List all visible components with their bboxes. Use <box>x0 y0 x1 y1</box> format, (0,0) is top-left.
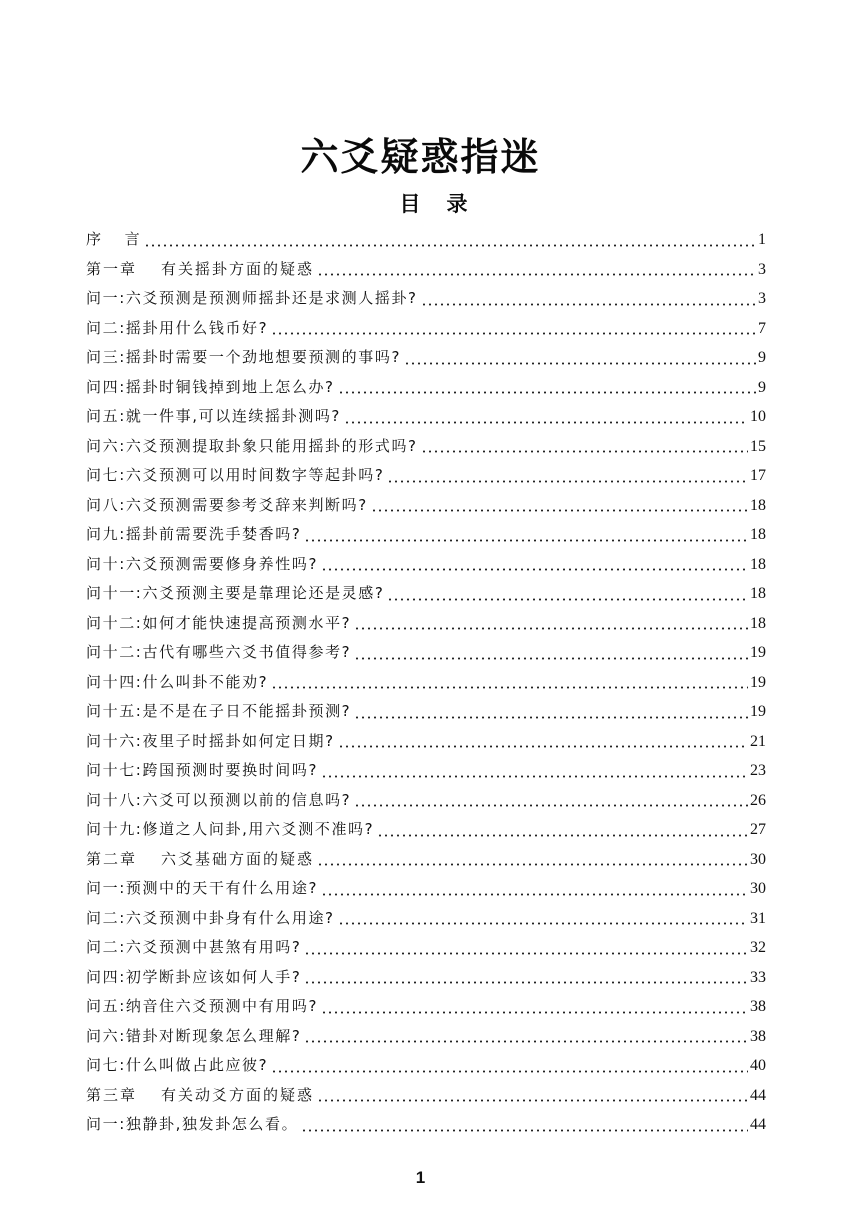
toc-entry-prefix: 问十一: <box>86 584 143 602</box>
toc-entry-title <box>86 1110 298 1140</box>
toc-entry-prefix: 问三: <box>86 348 126 366</box>
toc-entry-page-number: 27 <box>750 821 766 838</box>
toc-question-entry[interactable] <box>86 1110 766 1140</box>
toc-entry-title <box>86 963 301 993</box>
dot-leader <box>387 480 748 483</box>
toc-entry-title <box>86 786 351 816</box>
toc-entry-page-number: 31 <box>750 909 766 927</box>
toc-question-entry[interactable] <box>86 314 766 344</box>
toc-entry-title <box>86 550 318 580</box>
toc-entry-prefix: 问二: <box>86 908 126 927</box>
dot-leader <box>271 686 748 689</box>
toc-entry-text: 是不是在子日不能摇卦预测? <box>142 702 352 720</box>
toc-entry-text: 就一件事,可以连续摇卦测吗? <box>125 407 341 425</box>
toc-question-entry[interactable] <box>86 668 766 698</box>
toc-chapter-entry[interactable] <box>86 255 766 285</box>
toc-entry-text: 如何才能快速提高预测水平? <box>142 613 352 632</box>
toc-entry-prefix: 问六: <box>86 1026 126 1045</box>
dot-leader <box>338 391 756 394</box>
toc-entry-prefix: 问六: <box>86 436 126 455</box>
toc-entry-text: 六爻基础方面的疑惑 <box>161 849 315 868</box>
toc-entry-text: 摇卦时铜钱掉到地上怎么办? <box>125 377 335 396</box>
toc-entry-prefix: 问一: <box>86 289 126 307</box>
toc-entry-title <box>86 727 335 757</box>
toc-question-entry[interactable] <box>86 697 766 727</box>
toc-entry-text: 言 <box>124 230 142 248</box>
toc-chapter-entry[interactable] <box>86 1081 766 1111</box>
toc-question-entry[interactable] <box>86 402 766 432</box>
toc-entry-title <box>86 461 384 491</box>
toc-entry-prefix: 问一: <box>86 879 126 897</box>
toc-question-entry[interactable] <box>86 284 766 314</box>
toc-entry-prefix: 问七: <box>86 466 126 484</box>
dot-leader <box>344 421 748 424</box>
dot-leader <box>271 332 756 335</box>
toc-entry-text: 摇卦前需要洗手婪香吗? <box>125 525 302 543</box>
toc-question-entry[interactable] <box>86 904 766 934</box>
dot-leader <box>304 952 748 955</box>
toc-entry-text: 跨国预测时要换时间吗? <box>142 761 319 779</box>
dot-leader <box>144 244 756 247</box>
toc-entry-page-number: 18 <box>750 614 766 632</box>
toc-entry-title <box>86 756 318 786</box>
toc-entry-prefix: 问十二: <box>86 613 143 632</box>
toc-question-entry[interactable] <box>86 373 766 403</box>
toc-entry-title <box>86 845 314 875</box>
toc-entry-text: 预测中的天干有什么用途? <box>125 879 319 897</box>
toc-entry-prefix: 问十七: <box>86 761 143 779</box>
dot-leader <box>421 303 756 306</box>
toc-question-entry[interactable] <box>86 756 766 786</box>
toc-entry-title <box>86 904 335 934</box>
toc-entry-prefix: 问二: <box>86 318 126 337</box>
toc-entry-prefix: 问十二: <box>86 643 143 661</box>
toc-question-entry[interactable] <box>86 963 766 993</box>
toc-entry-title <box>86 491 368 521</box>
toc-entry-title <box>86 697 351 727</box>
toc-entry-page-number: 38 <box>750 998 766 1015</box>
dot-leader <box>301 1129 748 1132</box>
toc-entry-page-number: 33 <box>750 968 766 986</box>
toc-question-entry[interactable] <box>86 461 766 491</box>
toc-entry-text: 摇卦时需要一个劲地想要预测的事吗? <box>125 348 402 366</box>
toc-entry-text: 六爻预测中甚煞有用吗? <box>125 938 302 956</box>
toc-entry-page-number: 1 <box>758 231 766 248</box>
toc-entry-prefix: 问二: <box>86 938 126 956</box>
toc-entry-page-number: 30 <box>750 850 766 868</box>
toc-entry-prefix: 问十八: <box>86 790 143 809</box>
toc-entry-text: 六爻预测需要修身养性吗? <box>125 554 319 573</box>
toc-entry-prefix: 问十五: <box>86 702 143 720</box>
toc-question-entry[interactable] <box>86 727 766 757</box>
toc-entry-text: 什么叫做占此应彼? <box>125 1056 269 1074</box>
toc-entry-page-number: 19 <box>750 703 766 720</box>
toc-entry-page-number: 23 <box>750 762 766 779</box>
dot-leader <box>354 804 748 807</box>
toc-entry-page-number: 10 <box>750 408 766 425</box>
dot-leader <box>371 509 748 512</box>
dot-leader <box>271 1070 748 1073</box>
toc-entry-prefix: 第三章 <box>86 1085 138 1104</box>
toc-entry-title <box>86 1022 301 1052</box>
toc-entry-page-number: 38 <box>750 1027 766 1045</box>
dot-leader <box>377 834 748 837</box>
toc-entry-prefix: 问五: <box>86 407 126 425</box>
toc-entry-page-number: 15 <box>750 437 766 455</box>
dot-leader <box>321 1011 748 1014</box>
toc-question-entry[interactable] <box>86 579 766 609</box>
toc-question-entry[interactable] <box>86 432 766 462</box>
toc-entry-text: 六爻可以预测以前的信息吗? <box>142 790 352 809</box>
toc-entry-text: 六爻预测提取卦象只能用摇卦的形式吗? <box>125 436 418 455</box>
toc-entry-text: 错卦对断现象怎么理解? <box>125 1026 302 1045</box>
toc-entry-page-number: 3 <box>758 260 766 278</box>
toc-entry-title <box>86 373 335 403</box>
toc-entry-page-number: 3 <box>758 290 766 307</box>
toc-entry-prefix: 序 <box>86 230 103 248</box>
toc-entry-prefix: 问四: <box>86 377 126 396</box>
toc-entry-text: 有关摇卦方面的疑惑 <box>161 259 315 278</box>
dot-leader <box>387 598 748 601</box>
toc-entry-page-number: 40 <box>750 1057 766 1074</box>
toc-entry-title <box>86 609 351 639</box>
toc-question-entry[interactable] <box>86 550 766 580</box>
toc-entry-title <box>86 432 418 462</box>
toc-entry-title <box>86 314 268 344</box>
toc-question-entry[interactable] <box>86 343 766 373</box>
toc-entry-title <box>86 579 384 609</box>
dot-leader <box>321 568 748 571</box>
toc-entry-title <box>86 815 374 845</box>
toc-entry-title <box>86 638 351 668</box>
toc-entry-title <box>86 255 314 285</box>
toc-question-entry[interactable] <box>86 933 766 963</box>
toc-heading: 目录 <box>399 192 494 216</box>
toc-question-entry[interactable] <box>86 874 766 904</box>
dot-leader <box>317 1099 748 1102</box>
dot-leader <box>338 745 748 748</box>
toc-entry-page-number: 19 <box>750 673 766 691</box>
toc-entry-text: 古代有哪些六爻书值得参考? <box>142 643 352 661</box>
toc-entry-title <box>86 933 301 963</box>
toc-entry-prefix: 问十: <box>86 554 126 573</box>
toc-entry-prefix: 问八: <box>86 495 126 514</box>
toc-entry-title <box>86 225 141 255</box>
toc-preface-entry[interactable] <box>86 225 766 255</box>
toc-entry-page-number: 32 <box>750 939 766 956</box>
toc-entry-title <box>86 284 418 314</box>
dot-leader <box>304 981 748 984</box>
dot-leader <box>317 863 748 866</box>
toc-entry-text: 有关动爻方面的疑惑 <box>161 1085 315 1104</box>
toc-entry-text: 纳音住六爻预测中有用吗? <box>125 997 319 1015</box>
toc-entry-prefix: 问四: <box>86 967 126 986</box>
toc-entry-page-number: 9 <box>758 378 766 396</box>
toc-entry-page-number: 30 <box>750 880 766 897</box>
toc-entry-page-number: 19 <box>750 644 766 661</box>
toc-question-entry[interactable] <box>86 992 766 1022</box>
toc-entry-text: 六爻预测主要是靠理论还是灵感? <box>142 584 385 602</box>
toc-entry-text: 独静卦,独发卦怎么看。 <box>125 1115 299 1133</box>
dot-leader <box>304 1040 748 1043</box>
dot-leader <box>321 893 748 896</box>
toc-chapter-entry[interactable] <box>86 845 766 875</box>
toc-entry-title <box>86 1081 314 1111</box>
toc-entry-prefix: 问十九: <box>86 820 143 838</box>
dot-leader <box>354 657 748 660</box>
toc-entry-text: 摇卦用什么钱币好? <box>125 318 269 337</box>
toc-entry-title <box>86 1051 268 1081</box>
toc-entry-prefix: 问十六: <box>86 731 143 750</box>
toc-entry-page-number: 18 <box>750 496 766 514</box>
toc-question-entry[interactable] <box>86 638 766 668</box>
toc-entry-page-number: 18 <box>750 585 766 602</box>
dot-leader <box>321 775 748 778</box>
toc-entry-prefix: 问五: <box>86 997 126 1015</box>
toc-entry-prefix: 问十四: <box>86 672 143 691</box>
toc-question-entry[interactable] <box>86 815 766 845</box>
toc-entry-page-number: 17 <box>750 467 766 484</box>
toc-entry-page-number: 7 <box>758 319 766 337</box>
toc-entry-page-number: 44 <box>750 1116 766 1133</box>
dot-leader <box>421 450 748 453</box>
toc-entry-text: 六爻预测中卦身有什么用途? <box>125 908 335 927</box>
toc-entry-text: 修道之人问卦,用六爻测不准吗? <box>142 820 375 838</box>
toc-entry-page-number: 26 <box>750 791 766 809</box>
toc-entry-title <box>86 992 318 1022</box>
toc-entry-title <box>86 402 341 432</box>
toc-question-entry[interactable] <box>86 520 766 550</box>
dot-leader <box>354 716 748 719</box>
dot-leader <box>404 362 756 365</box>
dot-leader <box>317 273 756 276</box>
toc-entry-prefix: 第二章 <box>86 849 138 868</box>
toc-question-entry[interactable] <box>86 1051 766 1081</box>
document-title: 六爻疑惑指迷 <box>300 134 541 179</box>
toc-entry-page-number: 18 <box>750 526 766 543</box>
toc-entry-text: 初学断卦应该如何人手? <box>125 967 302 986</box>
page-number: 1 <box>415 1168 426 1187</box>
toc-entry-prefix: 第一章 <box>86 259 138 278</box>
table-of-contents <box>86 225 766 1140</box>
toc-entry-title <box>86 668 268 698</box>
toc-entry-title <box>86 520 301 550</box>
toc-entry-text: 夜里子时摇卦如何定日期? <box>142 731 335 750</box>
toc-question-entry[interactable] <box>86 1022 766 1052</box>
toc-question-entry[interactable] <box>86 609 766 639</box>
toc-entry-title <box>86 343 401 373</box>
toc-question-entry[interactable] <box>86 786 766 816</box>
toc-entry-prefix: 问一: <box>86 1115 126 1133</box>
dot-leader <box>304 539 748 542</box>
toc-entry-title <box>86 874 318 904</box>
toc-entry-text: 六爻预测是预测师摇卦还是求测人摇卦? <box>125 289 418 307</box>
toc-entry-page-number: 21 <box>750 732 766 750</box>
toc-question-entry[interactable] <box>86 491 766 521</box>
dot-leader <box>354 627 748 630</box>
toc-entry-page-number: 18 <box>750 555 766 573</box>
dot-leader <box>338 922 748 925</box>
toc-entry-text: 什么叫卦不能劝? <box>142 672 269 691</box>
toc-entry-prefix: 问九: <box>86 525 126 543</box>
toc-entry-page-number: 9 <box>758 349 766 366</box>
toc-entry-prefix: 问七: <box>86 1056 126 1074</box>
toc-entry-page-number: 44 <box>750 1086 766 1104</box>
toc-entry-text: 六爻预测可以用时间数字等起卦吗? <box>125 466 385 484</box>
toc-entry-text: 六爻预测需要参考爻辞来判断吗? <box>125 495 368 514</box>
